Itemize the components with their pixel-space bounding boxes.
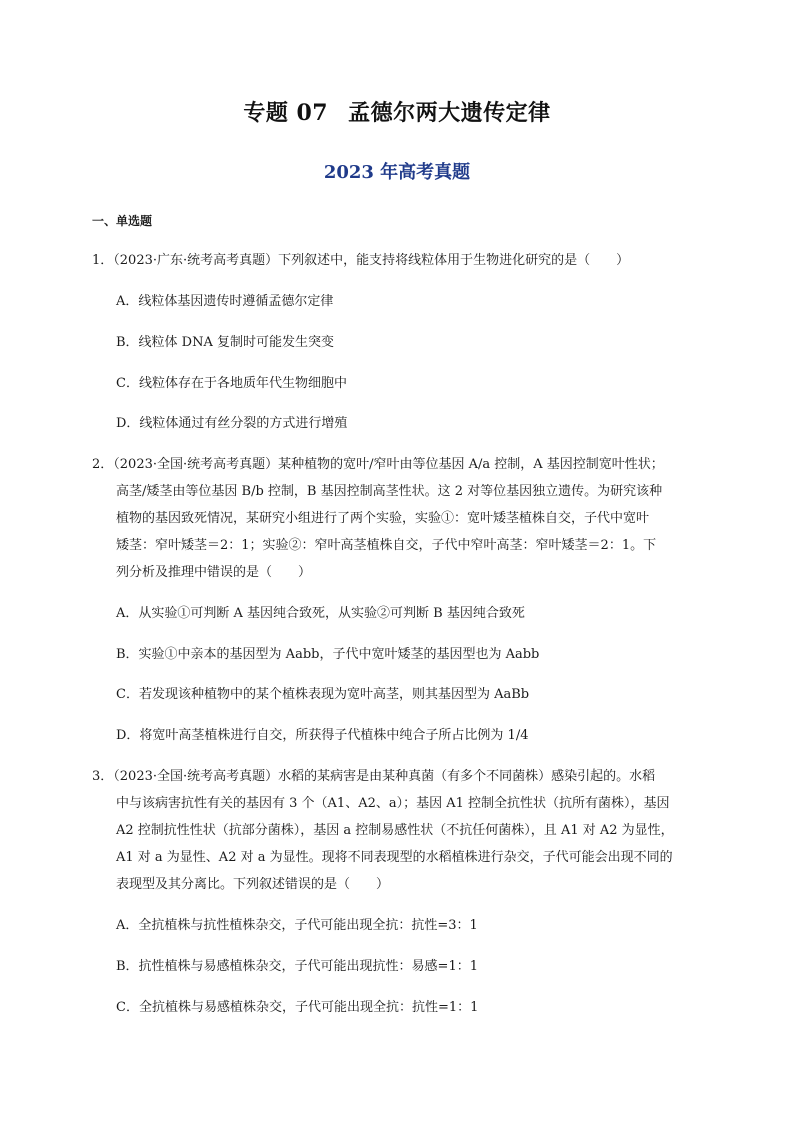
q2-option-c: C．若发现该种植物中的某个植株表现为宽叶高茎，则其基因型为 AaBb — [116, 687, 530, 702]
q3-stem-line-3: A2 控制抗性性状（抗部分菌株），基因 a 控制易感性状（不抗任何菌株），且 A1 对 A2 为显性， — [116, 823, 674, 838]
q2-stem-line-1: 2．（2023·全国·统考高考真题）某种植物的宽叶/窄叶由等位基因 A/a 控制，A 基因控制宽叶性状； — [92, 457, 664, 472]
q2-option-b: B．实验①中亲本的基因型为 Aabb，子代中宽叶矮茎的基因型也为 Aabb — [116, 647, 540, 662]
q2-stem-line-5: 列分析及推理中错误的是（ ） — [116, 565, 312, 580]
q1-option-d: D．线粒体通过有丝分裂的方式进行增殖 — [116, 416, 348, 431]
page-title — [0, 96, 794, 127]
title-topic-name: 孟德尔两大遗传定律 — [348, 100, 551, 126]
q3-option-c: C．全抗植株与易感植株杂交，子代可能出现全抗：抗性=1：1 — [116, 1000, 479, 1015]
q3-option-b: B．抗性植株与易感植株杂交，子代可能出现抗性：易感=1：1 — [116, 959, 478, 974]
q2-stem-line-3: 植物的基因致死情况，某研究小组进行了两个实验，实验①：宽叶矮茎植株自交，子代中宽叶 — [116, 511, 650, 526]
title-topic-number: 专题 07 — [243, 100, 329, 126]
q3-stem-line-4: A1 对 a 为显性、A2 对 a 为显性。现将不同表现型的水稻植株进行杂交，子代可能会出现不同的 — [116, 850, 673, 865]
q2-option-d: D．将宽叶高茎植株进行自交，所获得子代植株中纯合子所占比例为 1/4 — [116, 728, 529, 743]
q3-stem-line-2: 中与该病害抗性有关的基因有 3 个（A1、A2、a）；基因 A1 控制全抗性状（抗所有菌株），基因 — [116, 796, 670, 811]
page-subtitle: 2023 年高考真题 — [323, 162, 471, 183]
q1-option-a: A．线粒体基因遗传时遵循孟德尔定律 — [116, 294, 334, 309]
q1-option-c: C．线粒体存在于各地质年代生物细胞中 — [116, 376, 347, 391]
q3-stem-line-5: 表现型及其分离比。下列叙述错误的是（ ） — [116, 877, 390, 892]
q1-stem: 1．（2023·广东·统考高考真题）下列叙述中，能支持将线粒体用于生物进化研究的是（ ） — [92, 253, 630, 268]
section-heading: 一、单选题 — [92, 214, 153, 228]
q2-option-a: A．从实验①可判断 A 基因纯合致死，从实验②可判断 B 基因纯合致死 — [116, 606, 525, 621]
q1-option-b: B．线粒体 DNA 复制时可能发生突变 — [116, 335, 335, 350]
q2-stem-line-2: 高茎/矮茎由等位基因 B/b 控制，B 基因控制高茎性状。这 2 对等位基因独立遗传。为研究该种 — [116, 484, 663, 499]
q3-option-a: A．全抗植株与抗性植株杂交，子代可能出现全抗：抗性=3：1 — [116, 918, 478, 933]
q2-stem-line-4: 矮茎：窄叶矮茎＝2：1；实验②：窄叶高茎植株自交，子代中窄叶高茎：窄叶矮茎＝2：1。下 — [116, 538, 657, 553]
q3-stem-line-1: 3．（2023·全国·统考高考真题）水稻的某病害是由某种真菌（有多个不同菌株）感染引起的。水稻 — [92, 769, 656, 784]
